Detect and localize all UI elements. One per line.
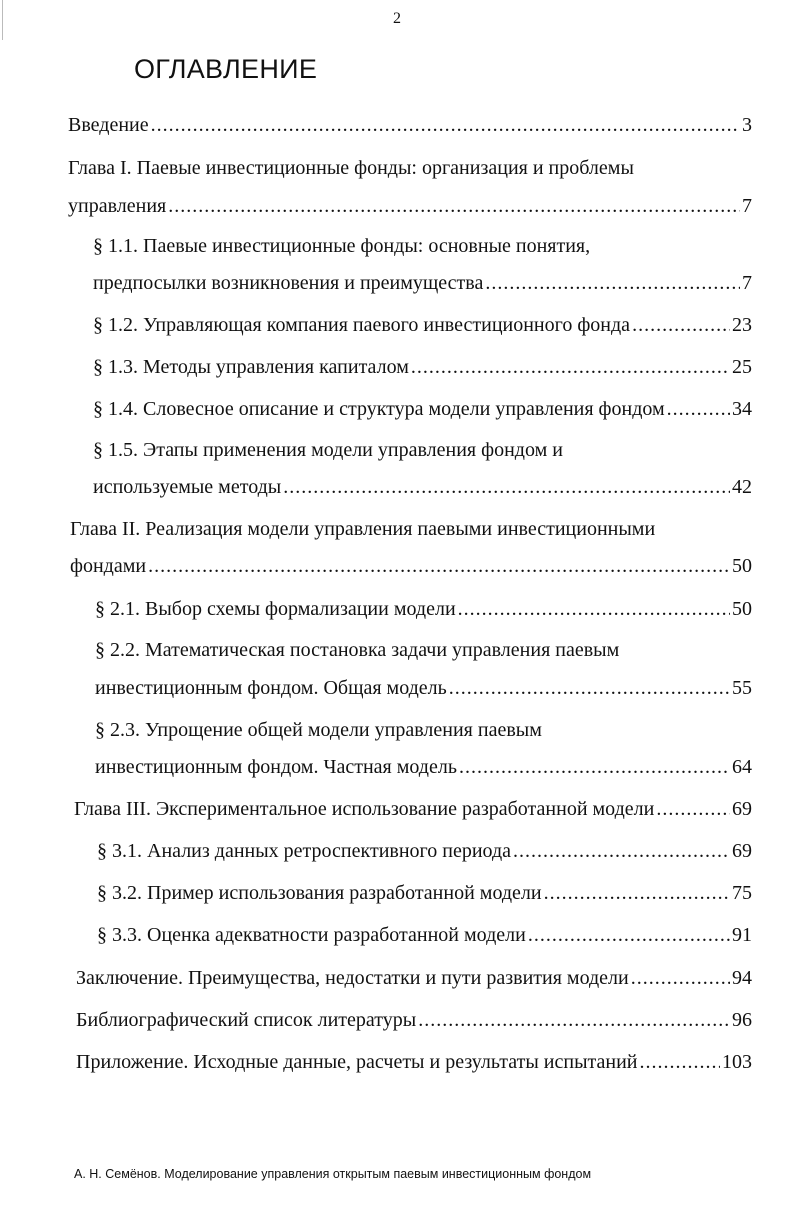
toc-entry-s22[interactable] <box>95 676 752 700</box>
toc-leader-dots <box>458 597 730 621</box>
toc-entry-label: используемые методы <box>93 476 282 498</box>
toc-entry-label: § 1.4. Словесное описание и структура модели управления фондом <box>93 398 665 420</box>
toc-page-number: 42 <box>732 476 752 498</box>
toc-entry-label: § 3.2. Пример использования разработанной модели <box>97 882 542 904</box>
toc-entry-s32[interactable] <box>97 881 752 905</box>
toc-entry-s11-line1: § 1.1. Паевые инвестиционные фонды: основные понятия, <box>93 235 591 257</box>
toc-entry-label: § 1.3. Методы управления капиталом <box>93 356 409 378</box>
toc-entry-label: предпосылки возникновения и преимущества <box>93 272 484 294</box>
toc-entry-s23-line1: § 2.3. Упрощение общей модели управления паевым <box>95 719 542 741</box>
toc-entry-s33[interactable] <box>97 923 752 947</box>
toc-leader-dots <box>631 966 730 990</box>
toc-leader-dots <box>459 755 730 779</box>
toc-entry-s15[interactable] <box>93 475 752 499</box>
toc-page-number: 91 <box>732 924 752 946</box>
toc-entry-bibliography[interactable] <box>76 1008 752 1032</box>
toc-leader-dots <box>656 797 730 821</box>
toc-leader-dots <box>528 923 730 947</box>
toc-entry-s22-line1: § 2.2. Математическая постановка задачи управления паевым <box>95 639 620 661</box>
toc-page-number: 69 <box>732 798 752 820</box>
toc-leader-dots <box>148 554 730 578</box>
toc-entry-s12[interactable] <box>93 313 752 337</box>
toc-entry-label: § 1.2. Управляющая компания паевого инвестиционного фонда <box>93 314 631 336</box>
toc-entry-conclusion[interactable] <box>76 966 752 990</box>
toc-page-number: 103 <box>722 1051 752 1073</box>
toc-leader-dots <box>632 313 730 337</box>
toc-page-number: 7 <box>742 195 752 217</box>
toc-leader-dots <box>411 355 730 379</box>
toc-entry-ch1-line1: Глава I. Паевые инвестиционные фонды: организация и проблемы <box>68 157 634 179</box>
toc-page-number: 25 <box>732 356 752 378</box>
toc-entry-label: Приложение. Исходные данные, расчеты и результаты испытаний <box>76 1051 638 1073</box>
toc-leader-dots <box>667 397 730 421</box>
toc-page-number: 75 <box>732 882 752 904</box>
toc-entry-s14[interactable] <box>93 397 752 421</box>
toc-entry-label: Введение <box>68 114 149 136</box>
toc-entry-ch1[interactable] <box>68 194 752 218</box>
toc-entry-label: инвестиционным фондом. Общая модель <box>95 677 447 699</box>
toc-page-number: 7 <box>742 272 752 294</box>
toc-title: ОГЛАВЛЕНИЕ <box>134 54 318 84</box>
toc-entry-label: управления <box>68 195 167 217</box>
toc-page-number: 94 <box>732 967 752 989</box>
toc-entry-s15-line1: § 1.5. Этапы применения модели управления фондом и <box>93 439 563 461</box>
toc-entry-label: § 2.1. Выбор схемы формализации модели <box>95 598 456 620</box>
toc-entry-s13[interactable] <box>93 355 752 379</box>
toc-page-number: 50 <box>732 555 752 577</box>
toc-entry-label: § 3.1. Анализ данных ретроспективного периода <box>97 840 512 862</box>
toc-leader-dots <box>544 881 730 905</box>
toc-page-number: 96 <box>732 1009 752 1031</box>
toc-leader-dots <box>449 676 730 700</box>
toc-page-number: 34 <box>732 398 752 420</box>
toc-leader-dots <box>168 194 740 218</box>
toc-entry-ch2[interactable] <box>70 554 752 578</box>
toc-leader-dots <box>513 839 730 863</box>
page-footer: А. Н. Семёнов. Моделирование управления открытым паевым инвестиционным фондом <box>74 1167 592 1181</box>
toc-entry-ch3[interactable] <box>74 797 752 821</box>
toc-entry-intro[interactable] <box>68 113 752 137</box>
toc-page-number: 69 <box>732 840 752 862</box>
toc-entry-s11[interactable] <box>93 271 752 295</box>
toc-page-number: 50 <box>732 598 752 620</box>
toc-leader-dots <box>283 475 730 499</box>
toc-entry-label: Библиографический список литературы <box>76 1009 417 1031</box>
toc-entry-appendix[interactable] <box>76 1050 752 1074</box>
toc-page-number: 3 <box>742 114 752 136</box>
toc-entry-ch2-line1: Глава II. Реализация модели управления паевыми инвестиционными <box>70 518 656 540</box>
toc-entry-label: фондами <box>70 555 147 577</box>
toc-entry-label: Заключение. Преимущества, недостатки и пути развития модели <box>76 967 629 989</box>
toc-entry-label: § 3.3. Оценка адекватности разработанной модели <box>97 924 526 946</box>
toc-entry-s21[interactable] <box>95 597 752 621</box>
toc-entry-label: Глава III. Экспериментальное использование разработанной модели <box>74 798 655 820</box>
page-number: 2 <box>393 10 401 27</box>
toc-page-number: 64 <box>732 756 752 778</box>
toc-page-number: 23 <box>732 314 752 336</box>
toc-leader-dots <box>418 1008 730 1032</box>
toc-entry-label: инвестиционным фондом. Частная модель <box>95 756 457 778</box>
toc-leader-dots <box>485 271 740 295</box>
toc-entry-s31[interactable] <box>97 839 752 863</box>
toc-leader-dots <box>151 113 740 137</box>
toc-entry-s23[interactable] <box>95 755 752 779</box>
toc-leader-dots <box>639 1050 720 1074</box>
toc-page-number: 55 <box>732 677 752 699</box>
